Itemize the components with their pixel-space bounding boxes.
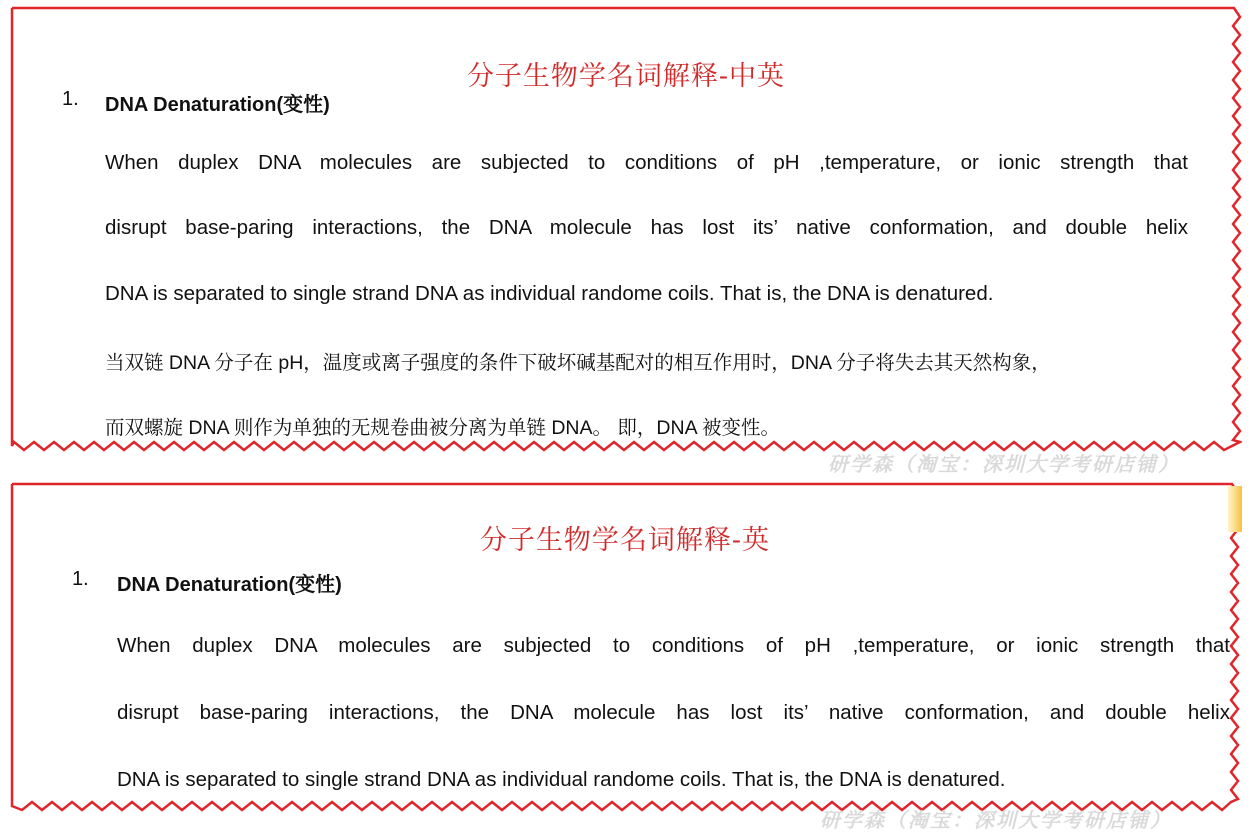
watermark-2: 研学森（淘宝：深圳大学考研店铺） (820, 808, 1172, 832)
panel-english (10, 482, 1240, 812)
panel-1-line-3: DNA is separated to single strand DNA as individual randome coils. That is, the DNA is denatured. (105, 282, 994, 305)
panel-1-item-number: 1. (62, 88, 79, 110)
panel-2-title: 分子生物学名词解释-英 (479, 525, 771, 556)
panel-1-line-4: 当双链 DNA 分子在 pH，温度或离子强度的条件下破坏碱基配对的相互作用时，DNA 分子将失去其天然构象， (105, 352, 1051, 374)
panel-2-item-heading: DNA Denaturation(变性) (117, 574, 342, 596)
panel-2-line-1: When duplex DNA molecules are subjected to conditions of pH ,temperature, or ionic strength that (117, 634, 1230, 657)
panel-chinese-english (10, 6, 1242, 452)
panel-2-line-2: disrupt base-paring interactions, the DNA molecule has lost its’ native conformation, and double helix (117, 701, 1230, 724)
edge-marker (1228, 486, 1242, 532)
panel-1-line-2: disrupt base-paring interactions, the DNA molecule has lost its’ native conformation, and double helix (105, 216, 1188, 239)
panel-1-title: 分子生物学名词解释-中英 (466, 61, 786, 92)
panel-1-item-heading: DNA Denaturation(变性) (105, 94, 330, 116)
panel-2-line-3: DNA is separated to single strand DNA as individual randome coils. That is, the DNA is denatured. (117, 768, 1006, 791)
panel-1-line-5: 而双螺旋 DNA 则作为单独的无规卷曲被分离为单链 DNA。 即，DNA 被变性。 (105, 417, 780, 439)
panel-2-item-number: 1. (72, 568, 89, 590)
panel-1-line-1: When duplex DNA molecules are subjected to conditions of pH ,temperature, or ionic strength that (105, 151, 1188, 174)
watermark-1: 研学森（淘宝：深圳大学考研店铺） (828, 452, 1180, 476)
